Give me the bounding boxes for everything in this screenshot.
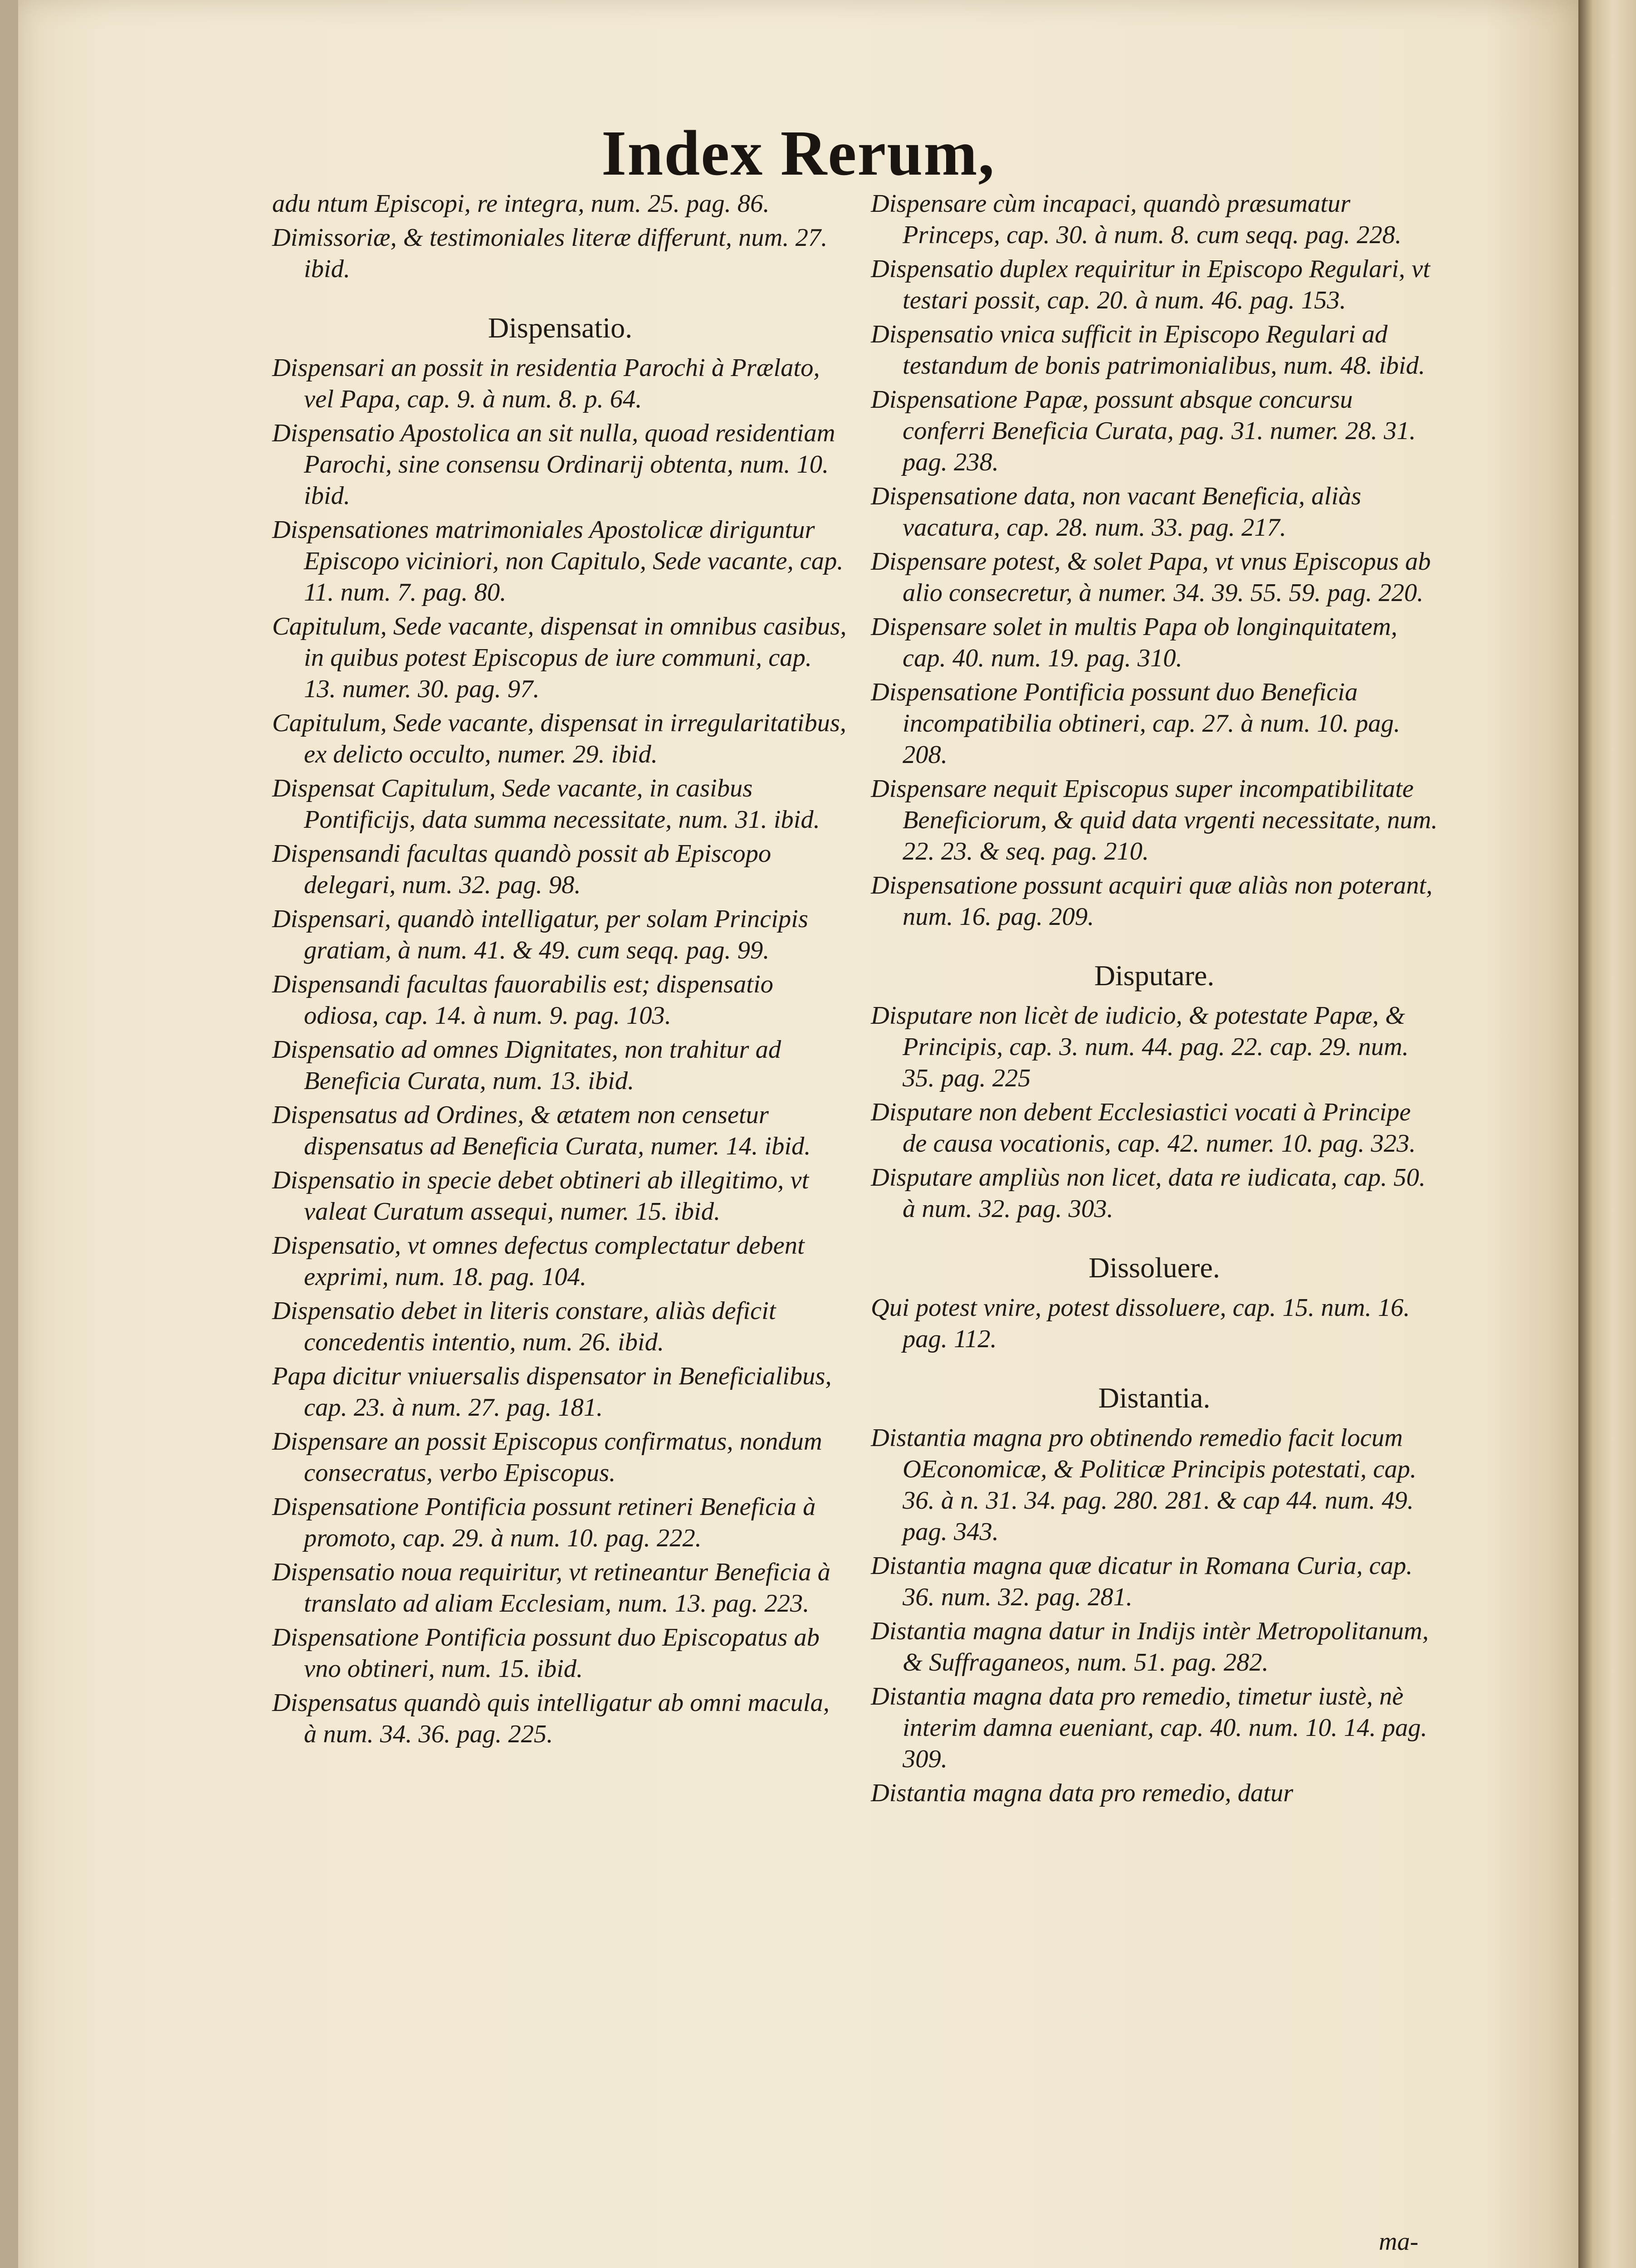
right-column [871, 188, 1438, 1812]
index-entry: Dispensatio in specie debet obtineri ab illegitimo, vt valeat Curatum assequi, numer. 15. ibid. [272, 1166, 809, 1226]
section-heading: Dissoluere. [1089, 1251, 1220, 1284]
index-entry: Capitulum, Sede vacante, dispensat in omnibus casibus, in quibus potest Episcopus de iure communi, cap. 13. numer. 30. pag. 97. [272, 612, 847, 703]
index-entry: Capitulum, Sede vacante, dispensat in irregularitatibus, ex delicto occulto, numer. 29. ibid. [272, 709, 846, 768]
index-entry: Dispensatio duplex requiritur in Episcopo Regulari, vt testari possit, cap. 20. à num. 46. pag. 153. [871, 255, 1430, 314]
index-entry: Qui potest vnire, potest dissoluere, cap. 15. num. 16. pag. 112. [871, 1294, 1410, 1353]
section-heading: Distantia. [1098, 1382, 1211, 1414]
index-entry: Disputare non debent Ecclesiastici vocati à Principe de causa vocationis, cap. 42. numer. 10. pag. 323. [871, 1098, 1416, 1158]
index-entry: Distantia magna pro obtinendo remedio facit locum OEconomicæ, & Politicæ Principis potestati, cap. 36. à n. 31. 34. pag. 280. 281. & cap 44. num. 49. pag. 343. [871, 1424, 1417, 1546]
index-entry: Dispensare nequit Episcopus super incompatibilitate Beneficiorum, & quid data vrgenti necessitate, num. 22. 23. & seq. pag. 210. [871, 775, 1438, 865]
index-entry: Dispensatio debet in literis constare, aliàs deficit concedentis intentio, num. 26. ibid. [272, 1297, 776, 1356]
catchword: ma- [1379, 2228, 1419, 2256]
index-entry: Papa dicitur vniuersalis dispensator in Beneficialibus, cap. 23. à num. 27. pag. 181. [272, 1362, 832, 1422]
section-heading: Disputare. [1094, 959, 1215, 992]
index-entry: Dispensare potest, & solet Papa, vt vnus Episcopus ab alio consecretur, à numer. 34. 39. 55. 59. pag. 220. [871, 547, 1431, 607]
index-entry: Dispensatione Papæ, possunt absque concursu conferri Beneficia Curata, pag. 31. numer. 28. 31. pag. 238. [871, 386, 1416, 476]
index-entry: Dispensatio noua requiritur, vt retineantur Beneficia à translato ad aliam Ecclesiam, num. 13. pag. 223. [272, 1558, 830, 1618]
index-entry: Dispensari, quandò intelligatur, per solam Principis gratiam, à num. 41. & 49. cum seqq. pag. 99. [272, 905, 808, 964]
index-entry: Dispensatio vnica sufficit in Episcopo Regulari ad testandum de bonis patrimonialibus, num. 48. ibid. [871, 320, 1425, 380]
book-page [18, 0, 1578, 2268]
index-entry: Disputare non licèt de iudicio, & potestate Papæ, & Principis, cap. 3. num. 44. pag. 22. cap. 29. num. 35. pag. 225 [871, 1002, 1409, 1092]
left-column [272, 188, 848, 1753]
section-heading: Dispensatio. [488, 312, 633, 344]
index-entry: Distantia magna data pro remedio, timetur iustè, nè interim damna eueniant, cap. 40. num. 10. 14. pag. 309. [871, 1682, 1427, 1773]
index-entry: Dispensatus quandò quis intelligatur ab omni macula, à num. 34. 36. pag. 225. [272, 1689, 830, 1748]
index-entry: Dispensatio Apostolica an sit nulla, quoad residentiam Parochi, sine consensu Ordinarij obtenta, num. 10. ibid. [272, 419, 835, 510]
index-entry: Dispensat Capitulum, Sede vacante, in casibus Pontificijs, data summa necessitate, num. 31. ibid. [272, 774, 820, 834]
index-entry: Distantia magna data pro remedio, datur [871, 1779, 1294, 1807]
index-entry: Dispensari an possit in residentia Parochi à Prælato, vel Papa, cap. 9. à num. 8. p. 64. [272, 354, 820, 413]
index-entry: adu ntum Episcopi, re integra, num. 25. pag. 86. [272, 190, 770, 218]
index-entry: Distantia magna datur in Indijs intèr Metropolitanum, & Suffraganeos, num. 51. pag. 282. [871, 1617, 1429, 1677]
index-entry: Dispensatione Pontificia possunt duo Beneficia incompatibilia obtineri, cap. 27. à num. 10. pag. 208. [871, 678, 1400, 769]
page-title: Index Rerum, [601, 117, 996, 189]
index-entry: Dispensandi facultas fauorabilis est; dispensatio odiosa, cap. 14. à num. 9. pag. 103. [272, 970, 773, 1030]
index-entry: Distantia magna quæ dicatur in Romana Curia, cap. 36. num. 32. pag. 281. [871, 1552, 1413, 1611]
index-entry: Dispensare an possit Episcopus confirmatus, nondum consecratus, verbo Episcopus. [272, 1427, 822, 1487]
index-entry: Dispensatione possunt acquiri quæ aliàs non poterant, num. 16. pag. 209. [871, 871, 1433, 931]
index-entry: Dispensatio, vt omnes defectus complectatur debent exprimi, num. 18. pag. 104. [272, 1232, 805, 1291]
index-entry: Disputare ampliùs non licet, data re iudicata, cap. 50. à num. 32. pag. 303. [871, 1163, 1426, 1223]
index-entry: Dispensare solet in multis Papa ob longinquitatem, cap. 40. num. 19. pag. 310. [871, 613, 1397, 672]
index-entry: Dispensatio ad omnes Dignitates, non trahitur ad Beneficia Curata, num. 13. ibid. [272, 1036, 781, 1095]
index-entry: Dispensatione Pontificia possunt retineri Beneficia à promoto, cap. 29. à num. 10. pag. 222. [272, 1493, 816, 1552]
index-entry: Dispensatus ad Ordines, & ætatem non censetur dispensatus ad Beneficia Curata, numer. 14. ibid. [272, 1101, 811, 1160]
index-entry: Dimissoriæ, & testimoniales literæ differunt, num. 27. ibid. [272, 224, 828, 283]
index-entry: Dispensare cùm incapaci, quandò præsumatur Princeps, cap. 30. à num. 8. cum seqq. pag. 228. [871, 190, 1402, 249]
index-entry: Dispensatione Pontificia possunt duo Episcopatus ab vno obtineri, num. 15. ibid. [272, 1623, 820, 1683]
index-entry: Dispensationes matrimoniales Apostolicæ diriguntur Episcopo viciniori, non Capitulo, Sede vacante, cap. 11. num. 7. pag. 80. [272, 516, 844, 606]
index-entry: Dispensatione data, non vacant Beneficia, aliàs vacatura, cap. 28. num. 33. pag. 217. [871, 482, 1362, 542]
adjacent-page-edge [1578, 0, 1636, 2268]
index-entry: Dispensandi facultas quandò possit ab Episcopo delegari, num. 32. pag. 98. [272, 840, 772, 899]
